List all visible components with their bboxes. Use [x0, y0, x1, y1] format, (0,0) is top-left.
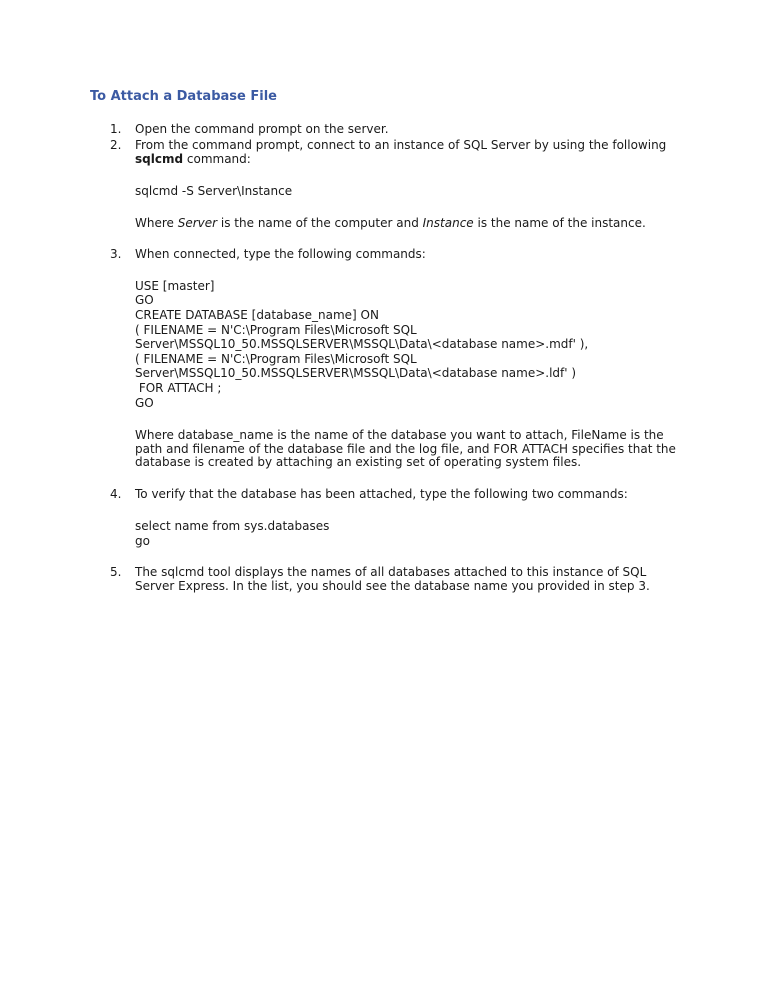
document-heading: To Attach a Database File	[90, 89, 277, 104]
note-text: Where	[135, 216, 178, 230]
code-line: FOR ATTACH ;	[135, 381, 222, 395]
code-line: ( FILENAME = N'C:\Program Files\Microsoft SQL	[135, 323, 417, 337]
code-line: ( FILENAME = N'C:\Program Files\Microsoft SQL	[135, 352, 417, 366]
step-text: When connected, type the following commands:	[135, 247, 426, 261]
code-line: GO	[135, 396, 154, 410]
code-line: Server\MSSQL10_50.MSSQLSERVER\MSSQL\Data\<database name>.ldf' )	[135, 366, 577, 380]
step-number: 4.	[110, 487, 122, 501]
note-text: is the name of the instance.	[473, 216, 646, 230]
step-text: Server Express. In the list, you should see the database name you provided in step 3.	[135, 579, 650, 593]
step-note	[135, 216, 646, 230]
step-note: Where database_name is the name of the database you want to attach, FileName is the	[135, 428, 664, 442]
code-line: sqlcmd -S Server\Instance	[135, 184, 293, 198]
code-line: go	[135, 534, 150, 548]
step-text: To verify that the database has been attached, type the following two commands:	[135, 487, 628, 501]
step-text-rest: command:	[183, 152, 251, 166]
note-emphasis: Instance	[422, 216, 474, 230]
step-number: 2.	[110, 138, 122, 152]
note-text: is the name of the computer and	[217, 216, 423, 230]
code-line: USE [master]	[135, 279, 215, 293]
code-line: Server\MSSQL10_50.MSSQLSERVER\MSSQL\Data\<database name>.mdf' ),	[135, 337, 589, 351]
step-number: 5.	[110, 565, 122, 579]
step-note: database is created by attaching an existing set of operating system files.	[135, 455, 582, 469]
code-line: GO	[135, 293, 154, 307]
step-text	[135, 152, 251, 166]
code-line: select name from sys.databases	[135, 519, 330, 533]
command-name: sqlcmd	[135, 152, 184, 166]
step-number: 1.	[110, 122, 122, 136]
step-text: From the command prompt, connect to an instance of SQL Server by using the following	[135, 138, 667, 152]
step-text: Open the command prompt on the server.	[135, 122, 389, 136]
step-number: 3.	[110, 247, 122, 261]
code-line: CREATE DATABASE [database_name] ON	[135, 308, 379, 322]
step-note: path and filename of the database file and the log file, and FOR ATTACH specifies that the	[135, 442, 676, 456]
step-text: The sqlcmd tool displays the names of all databases attached to this instance of SQL	[135, 565, 647, 579]
note-emphasis: Server	[177, 216, 218, 230]
